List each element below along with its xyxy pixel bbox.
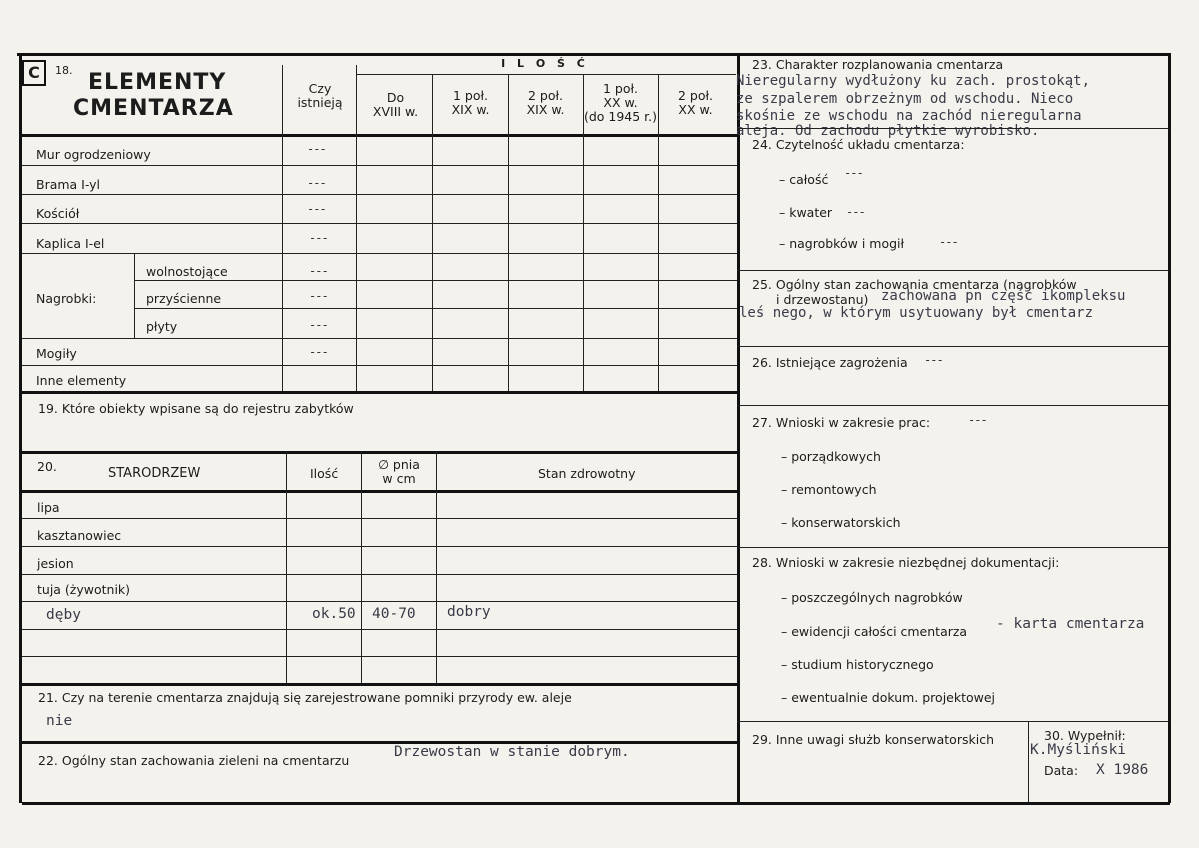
s25-label-2: i drzewostanu) (776, 292, 869, 307)
s20-row-line (22, 601, 737, 602)
s27-val: --- (968, 413, 987, 427)
s18-ilosc-underline (356, 74, 736, 75)
row-label-kosciol: Kościół (36, 206, 80, 221)
s23-label: 23. Charakter rozplanowania cmentarza (752, 57, 1004, 72)
s24-val-calosc: --- (844, 166, 863, 180)
s21-answer: nie (46, 713, 73, 729)
row-label-mogily: Mogiły (36, 346, 77, 361)
s20-typed-pien: 40-70 (372, 606, 416, 622)
s20-row-line (22, 629, 737, 630)
czy-value: --- (307, 142, 326, 156)
s20-row-line (22, 574, 737, 575)
s20-title: STARODRZEW (108, 466, 201, 481)
s18-vline (658, 74, 659, 391)
col-header-2pol-xx: 2 poł. XX w. (677, 88, 714, 117)
s20-vline (286, 451, 287, 683)
col-header-do-xviii: Do XVIII w. (372, 90, 419, 119)
frame-middle (737, 53, 740, 803)
s30-label: 30. Wypełnił: (1044, 728, 1126, 743)
s20-header-bottom (22, 490, 737, 493)
s30-name: K.Myśliński (1030, 742, 1127, 758)
s19-bottom (22, 451, 737, 454)
s18-czy-header-2: istnieją (297, 95, 343, 110)
row-label-kaplica: Kaplica I-el (36, 236, 105, 251)
col-header-1pol-xix: 1 poł. XIX w. (451, 88, 490, 117)
s18-vline (583, 74, 584, 391)
s20-row-kasztanowiec: kasztanowiec (37, 528, 122, 543)
s20-row-line (22, 518, 737, 519)
s23-line-1: Nieregularny wydłużony ku zach. prostokąt, (736, 73, 1091, 89)
s18-title-2: CMENTARZA (73, 96, 234, 121)
s18-row-line (134, 308, 737, 309)
s23-bottom (737, 128, 1169, 129)
s28-item-studium: – studium historycznego (781, 657, 934, 672)
s27-bottom (737, 547, 1169, 548)
s26-label: 26. Istniejące zagrożenia (752, 355, 908, 370)
s18-vline (282, 65, 283, 391)
s30-date: X 1986 (1096, 762, 1149, 778)
s23-line-3: skośnie ze wschodu na zachód nieregularna (736, 108, 1082, 124)
s20-stan-header: Stan zdrowotny (538, 466, 636, 481)
s20-vline (361, 451, 362, 683)
s18-vline-nagrobki (134, 253, 135, 338)
s24-item-calosc: – całość (779, 172, 829, 187)
s18-ilosc-header: I L O Ś Ć (501, 57, 589, 70)
s28-item-projektowej: – ewentualnie dokum. projektowej (781, 690, 996, 705)
row-label-przyscienne: przyścienne (146, 291, 222, 306)
s25-bottom (737, 346, 1169, 347)
s18-row-line (22, 165, 737, 166)
s26-bottom (737, 405, 1169, 406)
frame-top (17, 53, 1170, 56)
s20-row-line (22, 546, 737, 547)
s20-ilosc-header: Ilość (310, 466, 339, 481)
s27-item-porzadkowych: – porządkowych (781, 449, 881, 464)
s24-label: 24. Czytelność układu cmentarza: (752, 137, 965, 152)
s18-row-line (22, 365, 737, 366)
czy-value: --- (307, 176, 326, 190)
s18-row-line (134, 280, 737, 281)
s29-label: 29. Inne uwagi służb konserwatorskich (752, 732, 994, 747)
s24-item-nagrobki: – nagrobków i mogił (779, 236, 905, 251)
s27-label: 27. Wnioski w zakresie prac: (752, 415, 931, 430)
s25-label-1: 25. Ogólny stan zachowania cmentarza (nagrobków (752, 277, 1077, 292)
s30-date-label: Data: (1044, 763, 1079, 778)
frame-right (1168, 53, 1171, 803)
s25-typed-1: zachowana pn część ikompleksu (881, 288, 1126, 304)
col-header-2pol-xix: 2 poł. XIX w. (526, 88, 565, 117)
s20-row-jesion: jesion (37, 556, 74, 571)
row-label-wolnostojace: wolnostojące (146, 264, 228, 279)
s20-bottom (22, 683, 737, 686)
s28-item-nagrobkow: – poszczególnych nagrobków (781, 590, 963, 605)
s19-label: 19. Które obiekty wpisane są do rejestru zabytków (38, 401, 354, 416)
s18-row-line (22, 253, 737, 254)
czy-value: --- (309, 264, 328, 278)
s18-number: 18. (55, 64, 73, 77)
s20-typed-ilosc: ok.50 (312, 606, 356, 622)
s18-vline (356, 65, 357, 391)
s20-number: 20. (37, 459, 57, 474)
corner-letter: C (28, 63, 40, 82)
s24-val-nagrobki: --- (939, 235, 958, 249)
czy-value: --- (309, 231, 328, 245)
s18-vline (432, 74, 433, 391)
s18-bottom (22, 391, 737, 394)
s29-s30-divider (1028, 721, 1029, 802)
corner-letter-box (22, 60, 46, 86)
s18-header-bottom (22, 134, 737, 137)
s21-bottom (22, 741, 737, 744)
s18-vline (508, 74, 509, 391)
s24-val-kwater: --- (846, 205, 865, 219)
s23-line-4: aleja. Od zachodu płytkie wyrobisko. (736, 123, 1040, 139)
s22-answer: Drzewostan w stanie dobrym. (394, 744, 630, 760)
s20-pien-header: ∅ pnia w cm (378, 457, 420, 486)
s27-item-remontowych: – remontowych (781, 482, 877, 497)
s20-typed-stan: dobry (447, 604, 491, 620)
czy-value: --- (307, 202, 326, 216)
row-label-mur: Mur ogrodzeniowy (36, 147, 151, 162)
s26-val: --- (924, 353, 943, 367)
row-label-brama: Brama I-yl (36, 177, 101, 192)
s22-label: 22. Ogólny stan zachowania zieleni na cmentarzu (38, 753, 350, 768)
row-label-nagrobki: Nagrobki: (36, 291, 97, 306)
s28-bottom (737, 721, 1169, 722)
s21-label: 21. Czy na terenie cmentarza znajdują się zarejestrowane pomniki przyrody ew. aleje (38, 690, 572, 705)
s18-row-line (22, 338, 737, 339)
s18-row-line (22, 223, 737, 224)
s23-line-2: ze szpalerem obrzeżnym od wschodu. Nieco (736, 91, 1074, 107)
s18-row-line (22, 194, 737, 195)
czy-value: --- (309, 318, 328, 332)
s24-bottom (737, 270, 1169, 271)
row-label-inne: Inne elementy (36, 373, 127, 388)
s20-row-lipa: lipa (37, 500, 60, 515)
s18-title-1: ELEMENTY (88, 70, 227, 95)
frame-bottom (22, 802, 1170, 805)
s28-typed: - karta cmentarza (996, 616, 1145, 632)
col-header-1pol-xx: 1 poł. XX w. (do 1945 r.) (583, 81, 658, 124)
s24-item-kwater: – kwater (779, 205, 833, 220)
czy-value: --- (309, 289, 328, 303)
s28-label: 28. Wnioski w zakresie niezbędnej dokumentacji: (752, 555, 1060, 570)
czy-value: --- (309, 345, 328, 359)
s20-vline (436, 451, 437, 683)
s20-typed-name: dęby (46, 607, 81, 623)
s20-row-tuja: tuja (żywotnik) (37, 582, 131, 597)
s18-czy-header-1: Czy (308, 81, 332, 96)
s20-row-line (22, 656, 737, 657)
row-label-plyty: płyty (146, 319, 178, 334)
s28-item-ewidencji: – ewidencji całości cmentarza (781, 624, 968, 639)
s27-item-konserwatorskich: – konserwatorskich (781, 515, 901, 530)
s25-typed-2: leś nego, w którym usytuowany był cmentarz (739, 305, 1094, 321)
